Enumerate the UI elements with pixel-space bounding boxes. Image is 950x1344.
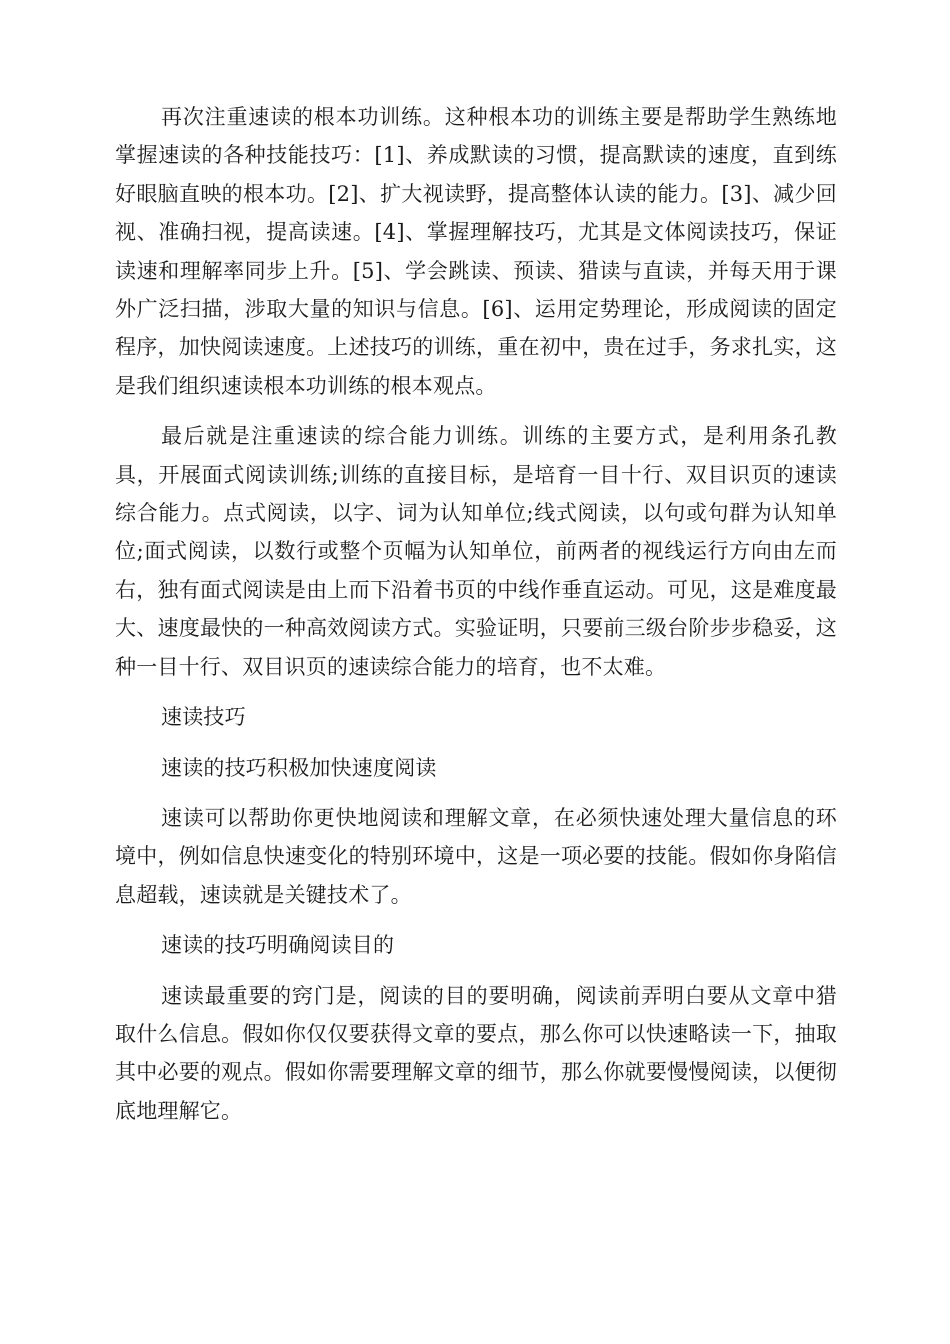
subheading-speed-up-reading: 速读的技巧积极加快速度阅读 [161,755,437,780]
subheading-clear-purpose: 速读的技巧明确阅读目的 [161,933,395,958]
paragraph-basic-training: 再次注重速读的根本功训练。这种根本功的训练主要是帮助学生熟练地掌握速读的各种技能技巧：[1]、养成默读的习惯，提高默读的速度，直到练好眼脑直映的根本功。[2]、扩大视读野，提高整体认读的能力。[3]、减少回视、准确扫视，提高读速。[4]、掌握理解技巧，尤其是文体阅读技巧，保证读速和理解率同步上升。[5]、学会跳读、预读、猎读与直读，并每天用于课外广泛扫描，涉取大量的知识与信息。[6]、运用定势理论，形成阅读的固定程序，加快阅读速度。上述技巧的训练，重在初中，贵在过手，务求扎实，这是我们组织速读根本功训练的根本观点。 [115,105,837,398]
document-page [115,98,837,1142]
paragraph-comprehensive-training: 最后就是注重速读的综合能力训练。训练的主要方式，是利用条孔教具，开展面式阅读训练;训练的直接目标，是培育一目十行、双目识页的速读综合能力。点式阅读，以字、词为认知单位;线式阅读，以句或句群为认知单位;面式阅读，以数行或整个页幅为认知单位，前两者的视线运行方向由左而右，独有面式阅读是由上而下沿着书页的中线作垂直运动。可见，这是难度最大、速度最快的一种高效阅读方式。实验证明，只要前三级台阶步步稳妥，这种一目十行、双目识页的速读综合能力的培育，也不太难。 [115,424,837,679]
paragraph-reading-purpose: 速读最重要的窍门是，阅读的目的要明确，阅读前弄明白要从文章中猎取什么信息。假如你仅仅要获得文章的要点，那么你可以快速略读一下，抽取其中必要的观点。假如你需要理解文章的细节，那么你就要慢慢阅读，以便彻底地理解它。 [115,983,837,1123]
section-heading-speed-reading-tips: 速读技巧 [161,705,246,730]
paragraph-speed-reading-benefit: 速读可以帮助你更快地阅读和理解文章，在必须快速处理大量信息的环境中，例如信息快速变化的特别环境中，这是一项必要的技能。假如你身陷信息超载，速读就是关键技术了。 [115,805,837,907]
